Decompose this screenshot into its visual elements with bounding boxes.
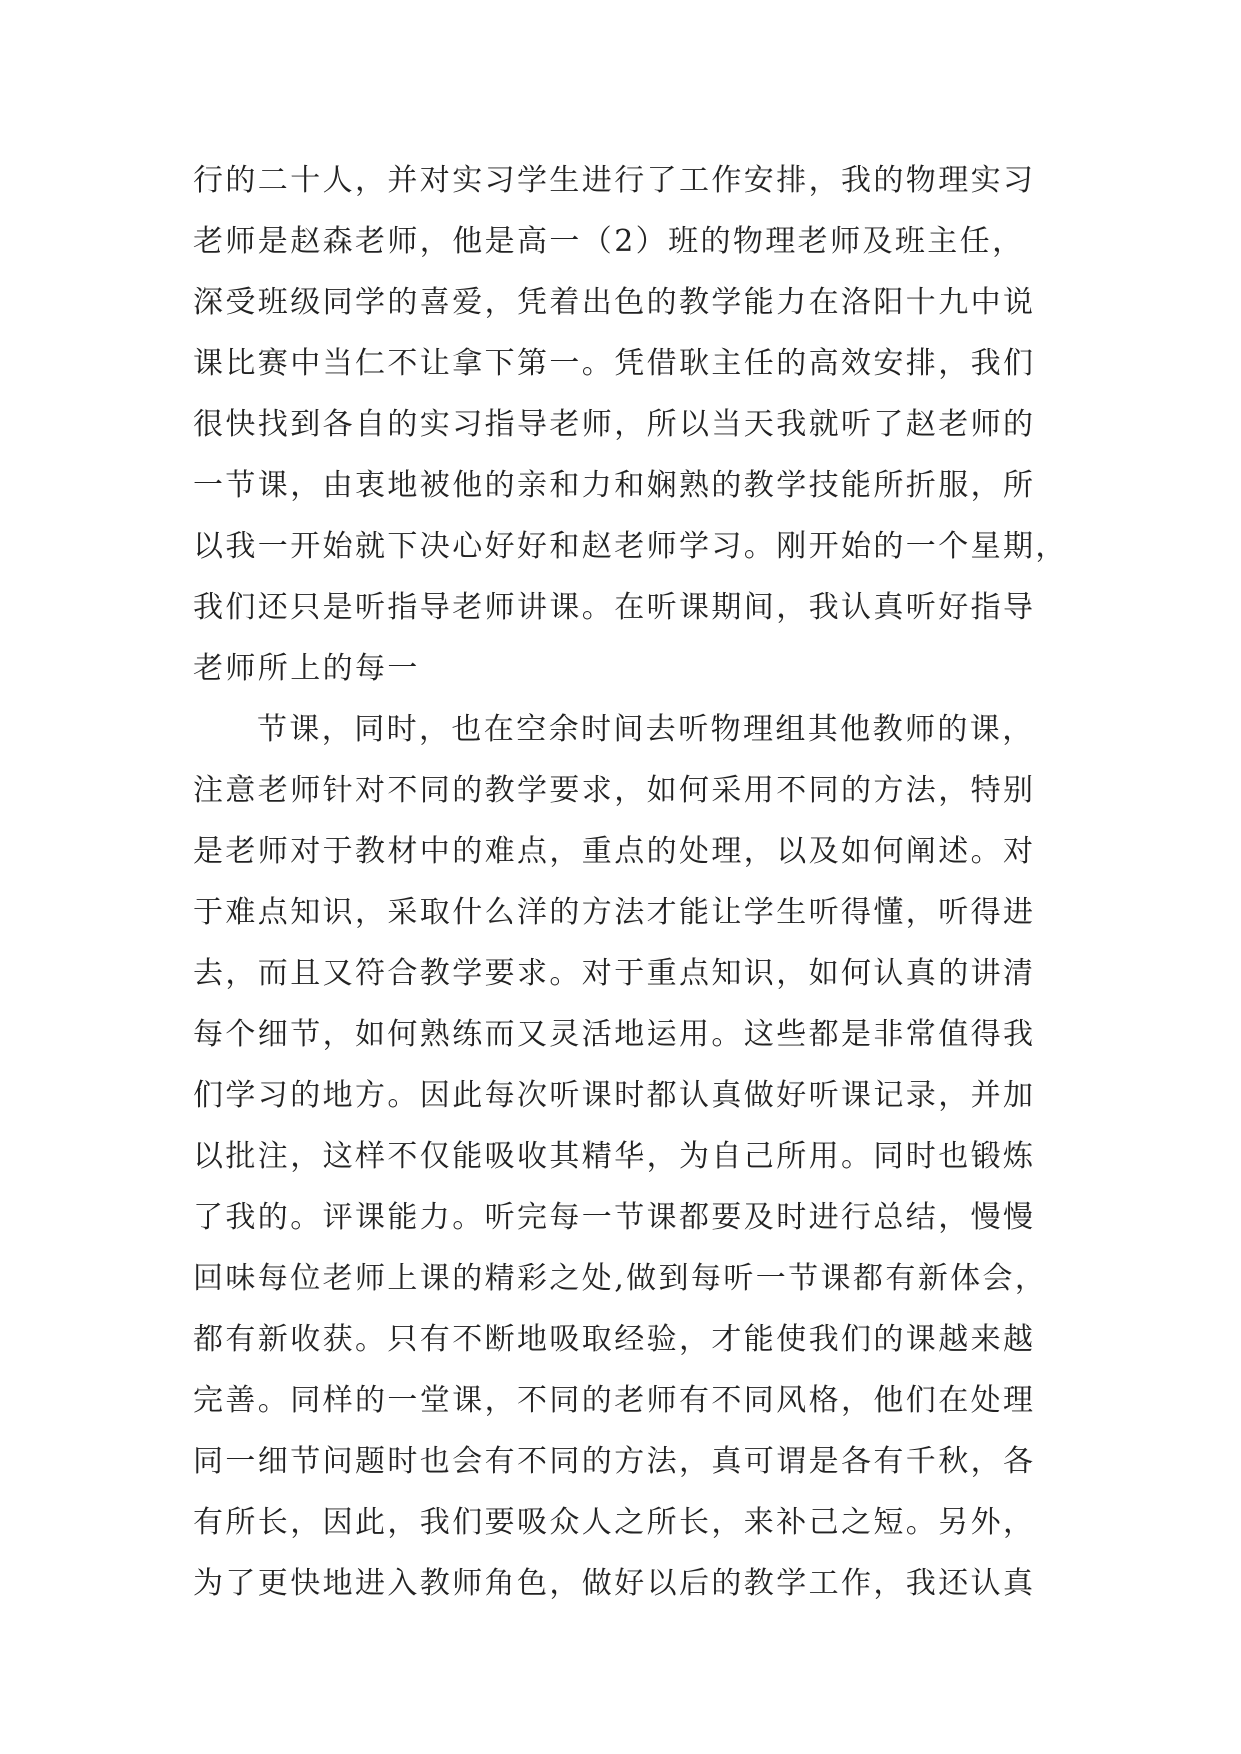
text-line: 以批注，这样不仅能吸收其精华，为自己所用。同时也锻炼: [193, 1139, 1036, 1174]
text-line: 老师是赵森老师，他是高一（2）班的物理老师及班主任，: [193, 224, 1025, 259]
text-line: 以我一开始就下决心好好和赵老师学习。刚开始的一个星期，: [193, 529, 1068, 564]
text-line: 深受班级同学的喜爱，凭着出色的教学能力在洛阳十九中说: [193, 285, 1036, 320]
text-line: 节课，同时，也在空余时间去听物理组其他教师的课，: [257, 712, 1035, 747]
text-line: 课比赛中当仁不让拿下第一。凭借耿主任的高效安排，我们: [193, 346, 1036, 381]
text-line: 了我的。评课能力。听完每一节课都要及时进行总结，慢慢: [193, 1200, 1036, 1235]
text-line: 一节课，由衷地被他的亲和力和娴熟的教学技能所折服，所: [193, 468, 1036, 503]
text-line: 去，而且又符合教学要求。对于重点知识，如何认真的讲清: [193, 956, 1036, 991]
paragraph-1: [193, 150, 1068, 699]
text-line: 完善。同样的一堂课，不同的老师有不同风格，他们在处理: [193, 1383, 1036, 1418]
text-line: 每个细节，如何熟练而又灵活地运用。这些都是非常值得我: [193, 1017, 1036, 1052]
text-line: 很快找到各自的实习指导老师，所以当天我就听了赵老师的: [193, 407, 1036, 442]
text-line: 是老师对于教材中的难点，重点的处理，以及如何阐述。对: [193, 834, 1036, 869]
text-line: 注意老师针对不同的教学要求，如何采用不同的方法，特别: [193, 773, 1036, 808]
text-line: 回味每位老师上课的精彩之处,做到每听一节课都有新体会，: [193, 1261, 1048, 1296]
text-line: 行的二十人，并对实习学生进行了工作安排，我的物理实习: [193, 163, 1036, 198]
text-line: 同一细节问题时也会有不同的方法，真可谓是各有千秋，各: [193, 1444, 1036, 1479]
text-line: 有所长，因此，我们要吸众人之所长，来补己之短。另外，: [193, 1505, 1036, 1540]
paragraph-2: [193, 699, 1063, 1614]
text-line: 老师所上的每一: [193, 651, 420, 686]
text-line: 我们还只是听指导老师讲课。在听课期间，我认真听好指导: [193, 590, 1036, 625]
text-line: 们学习的地方。因此每次听课时都认真做好听课记录，并加: [193, 1078, 1036, 1113]
text-line: 都有新收获。只有不断地吸取经验，才能使我们的课越来越: [193, 1322, 1036, 1357]
text-line: 于难点知识，采取什么洋的方法才能让学生听得懂，听得进: [193, 895, 1036, 930]
document-body: [193, 150, 1068, 1614]
text-line: 为了更快地进入教师角色，做好以后的教学工作，我还认真: [193, 1566, 1036, 1601]
